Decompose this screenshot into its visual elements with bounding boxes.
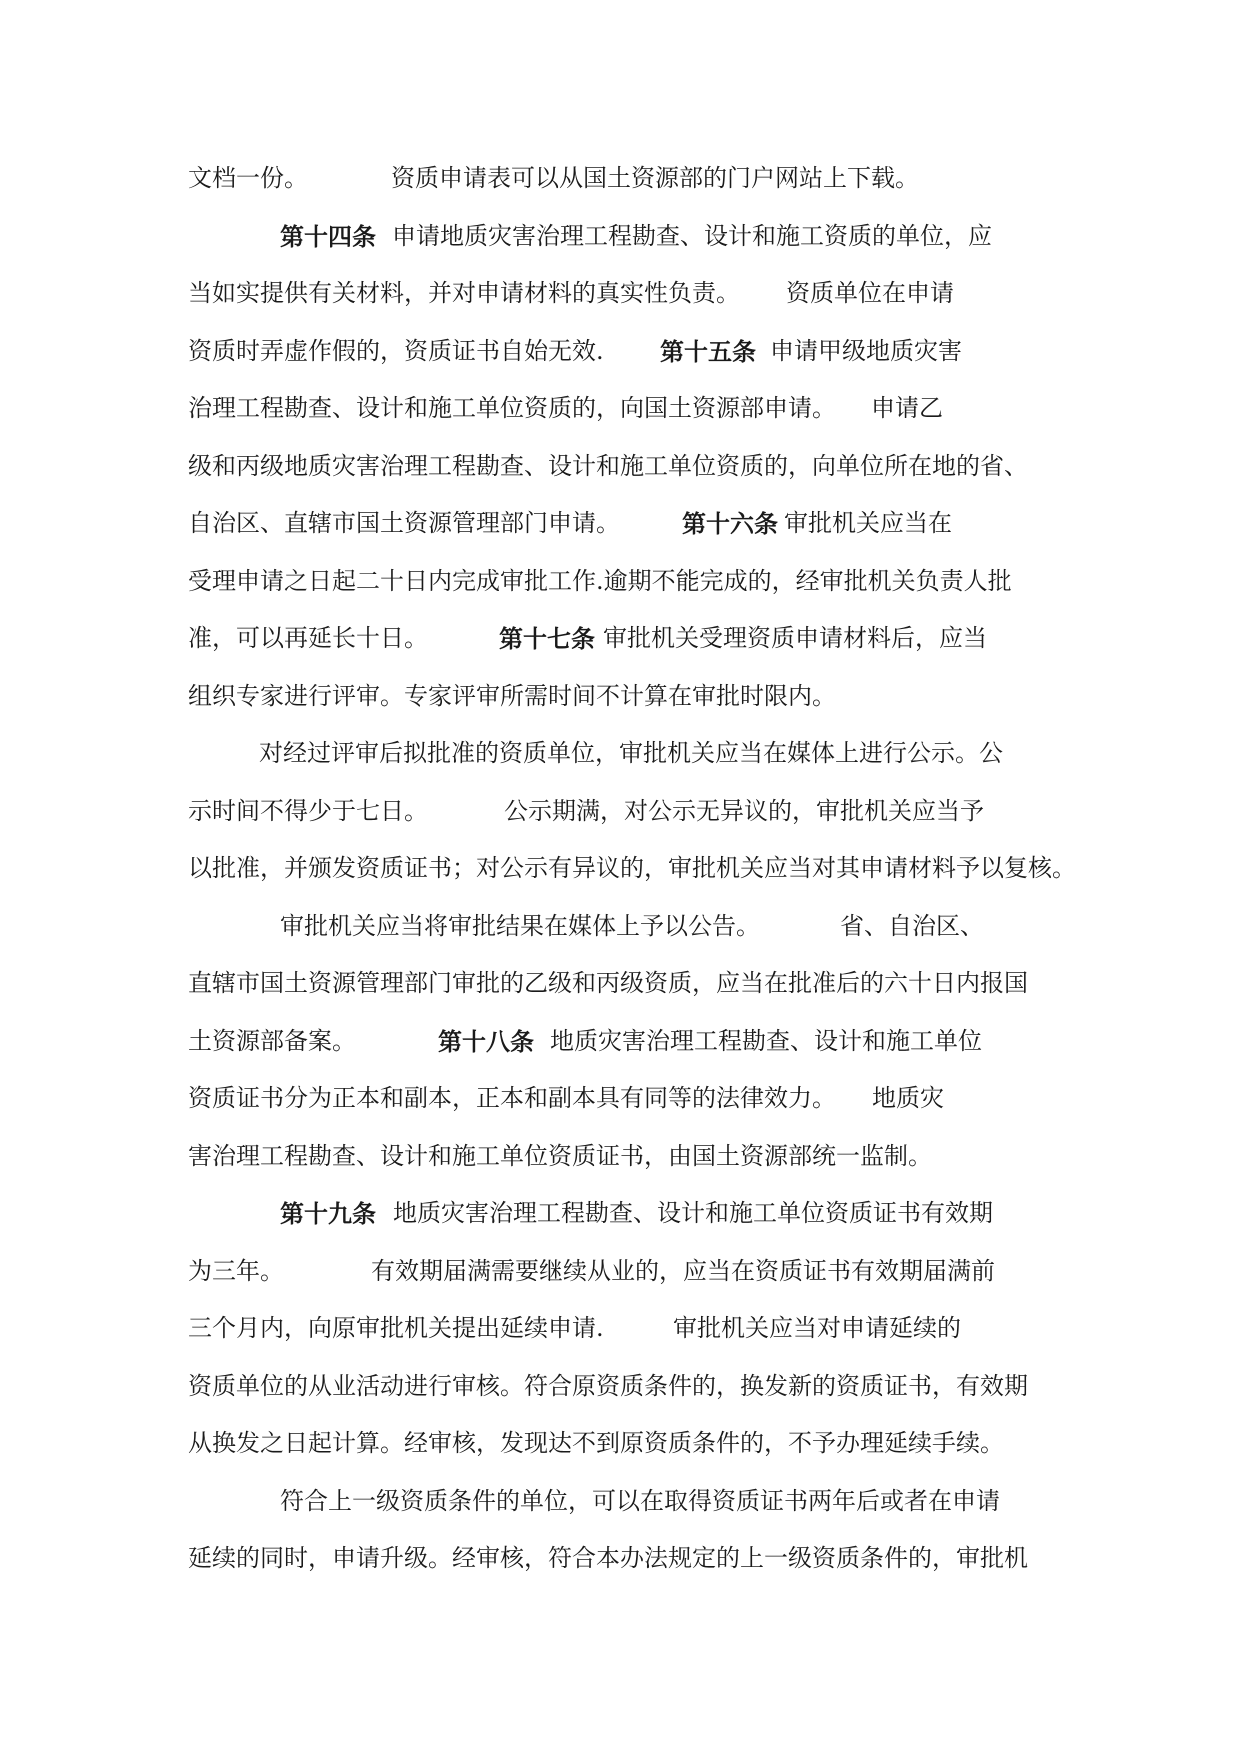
text-segment: 当如实提供有关材料，并对申请材料的真实性负责。 <box>188 279 740 307</box>
text-line <box>188 725 1068 783</box>
text-line <box>188 1185 1068 1243</box>
text-line <box>188 553 1068 611</box>
text-segment: 资质申请表可以从国土资源部的门户网站上下载。 <box>391 164 919 192</box>
article-heading: 第十九条 <box>280 1199 376 1228</box>
text-segment: 审批机关应当在 <box>784 509 952 537</box>
text-segment: 自治区、直辖市国土资源管理部门申请。 <box>188 509 620 537</box>
text-segment: 省、自治区、 <box>840 911 984 940</box>
text-line <box>188 610 1068 668</box>
text-line <box>188 265 1068 323</box>
text-segment: 从换发之日起计算。经审核，发现达不到原资质条件的，不予办理延续手续。 <box>188 1429 1004 1457</box>
text-line <box>188 150 1068 208</box>
text-line <box>188 438 1068 496</box>
text-segment: 示时间不得少于七日。 <box>188 796 428 825</box>
text-line <box>188 380 1068 438</box>
text-segment: 资质时弄虚作假的，资质证书自始无效. <box>188 336 604 365</box>
text-segment: 文档一份。 <box>188 164 308 192</box>
text-segment: 地质灾害治理工程勘查、设计和施工单位资质证书有效期 <box>393 1199 993 1227</box>
text-line <box>188 1013 1068 1071</box>
text-segment: 三个月内，向原审批机关提出延续申请. <box>188 1314 604 1342</box>
text-segment: 延续的同时，申请升级。经审核，符合本办法规定的上一级资质条件的，审批机 <box>188 1544 1028 1572</box>
text-segment: 受理申请之日起二十日内完成审批工作.逾期不能完成的，经审批机关负责人批 <box>188 566 1012 595</box>
text-segment: 治理工程勘查、设计和施工单位资质的，向国土资源部申请。 <box>188 394 836 422</box>
text-segment: 土资源部备案。 <box>188 1026 356 1055</box>
text-line <box>188 840 1076 898</box>
text-line <box>188 323 1068 381</box>
text-line <box>188 668 1068 726</box>
text-segment: 审批机关应当将审批结果在媒体上予以公告。 <box>280 911 760 940</box>
text-segment: 对经过评审后拟批准的资质单位，审批机关应当在媒体上进行公示。公 <box>259 739 1003 767</box>
text-line <box>188 1530 1068 1588</box>
text-segment: 直辖市国土资源管理部门审批的乙级和丙级资质，应当在批准后的六十日内报国 <box>188 969 1028 997</box>
text-segment: 地质灾 <box>872 1084 944 1112</box>
text-line <box>188 898 1068 956</box>
article-heading: 第十七条 <box>499 624 595 653</box>
article-heading: 第十六条 <box>682 509 778 538</box>
article-heading: 第十八条 <box>438 1026 534 1056</box>
text-line <box>188 1243 1068 1301</box>
document-page <box>188 150 1076 1588</box>
text-segment: 符合上一级资质条件的单位，可以在取得资质证书两年后或者在申请 <box>280 1486 1000 1515</box>
text-line <box>188 1415 1068 1473</box>
text-segment: 审批机关应当对申请延续的 <box>673 1314 961 1342</box>
text-segment: 组织专家进行评审。专家评审所需时间不计算在审批时限内。 <box>188 681 836 710</box>
text-line <box>188 1473 1068 1531</box>
text-line <box>188 1128 1068 1186</box>
text-line <box>188 1358 1068 1416</box>
text-segment: 资质证书分为正本和副本，正本和副本具有同等的法律效力。 <box>188 1084 836 1112</box>
text-line <box>188 955 1068 1013</box>
text-segment: 资质单位在申请 <box>786 279 954 307</box>
text-segment: 准，可以再延长十日。 <box>188 624 428 652</box>
text-line <box>188 1300 1068 1358</box>
text-segment: 地质灾害治理工程勘查、设计和施工单位 <box>550 1026 982 1055</box>
text-line <box>188 783 1068 841</box>
text-segment: 申请甲级地质灾害 <box>770 336 962 365</box>
article-heading: 第十四条 <box>280 221 376 251</box>
article-heading: 第十五条 <box>660 336 756 366</box>
text-segment: 为三年。 <box>188 1256 284 1285</box>
text-segment: 有效期届满需要继续从业的，应当在资质证书有效期届满前 <box>371 1256 995 1285</box>
text-segment: 资质单位的从业活动进行审核。符合原资质条件的，换发新的资质证书，有效期 <box>188 1371 1028 1400</box>
text-line <box>188 495 1068 553</box>
text-segment: 以批准，并颁发资质证书；对公示有异议的，审批机关应当对其申请材料予以复核。 <box>188 854 1076 882</box>
text-segment: 级和丙级地质灾害治理工程勘查、设计和施工单位资质的，向单位所在地的省、 <box>188 451 1028 480</box>
text-segment: 审批机关受理资质申请材料后，应当 <box>603 624 987 652</box>
text-segment: 申请乙 <box>871 394 943 422</box>
text-segment: 申请地质灾害治理工程勘查、设计和施工资质的单位，应 <box>392 221 992 250</box>
text-segment: 公示期满，对公示无异议的，审批机关应当予 <box>504 796 984 825</box>
text-segment: 害治理工程勘查、设计和施工单位资质证书，由国土资源部统一监制。 <box>188 1141 932 1170</box>
text-line <box>188 208 1068 266</box>
text-line <box>188 1070 1068 1128</box>
